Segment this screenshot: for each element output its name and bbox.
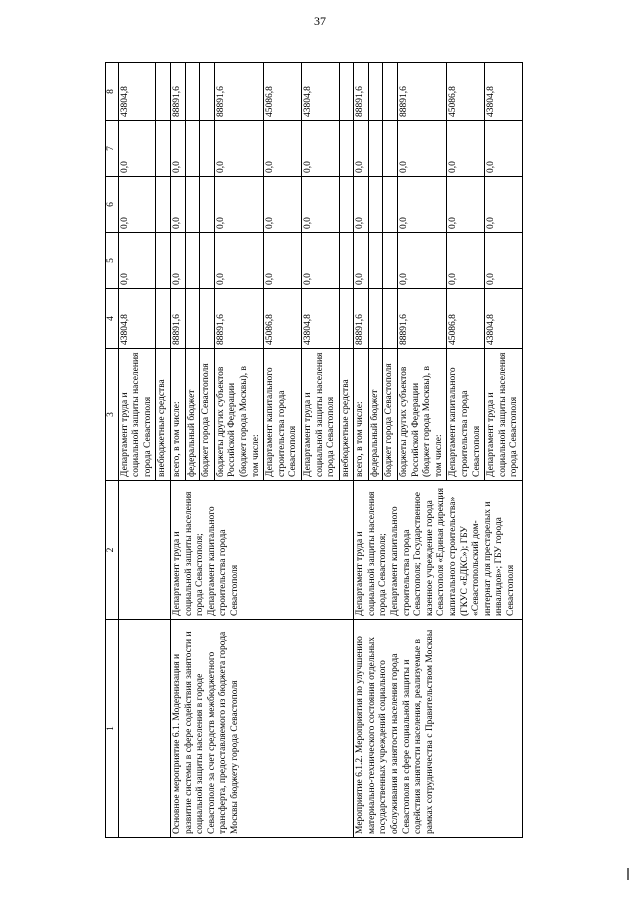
- value-cell: [185, 177, 200, 233]
- value-cell: 43804,8: [118, 289, 156, 349]
- source-cell: федеральный бюджет: [185, 349, 200, 481]
- value-cell: [368, 63, 383, 121]
- value-cell: [156, 289, 171, 349]
- col-header-7: 7: [106, 121, 119, 177]
- source-cell: внебюджетные средства: [156, 349, 171, 481]
- value-cell: 0,0: [214, 233, 263, 289]
- source-cell: бюджет города Севастополя: [200, 349, 215, 481]
- value-cell: [368, 177, 383, 233]
- value-cell: 0,0: [301, 233, 339, 289]
- source-cell: Департамент труда и социальной защиты населения города Севастополя: [485, 349, 523, 481]
- value-cell: [368, 233, 383, 289]
- value-cell: 0,0: [485, 177, 523, 233]
- col-header-8: 8: [106, 63, 119, 121]
- value-cell: [339, 233, 354, 289]
- value-cell: 0,0: [264, 177, 302, 233]
- col-header-3: 3: [106, 349, 119, 481]
- col-header-1: 1: [106, 620, 119, 838]
- source-cell: Департамент капитального строительства города Севастополя: [264, 349, 302, 481]
- value-cell: 0,0: [170, 233, 185, 289]
- value-cell: 0,0: [118, 121, 156, 177]
- value-cell: [200, 233, 215, 289]
- value-cell: [339, 63, 354, 121]
- value-cell: [156, 63, 171, 121]
- activity-6-1-2-cell: Мероприятие 6.1.2. Мероприятия по улучшению материально-технического состояния отдельных государственных учреждений социального обслуживания и занятости населения города Севастополя в сфере социальной защиты и содействия занятости населения, реализуемые в рамках сотрудничества с Правительством Москвы: [354, 620, 523, 838]
- source-cell: бюджет города Севастополя: [383, 349, 398, 481]
- value-cell: [383, 289, 398, 349]
- source-cell: Департамент труда и социальной защиты населения города Севастополя: [301, 349, 339, 481]
- source-cell: Департамент капитального строительства города Севастополя: [447, 349, 485, 481]
- value-cell: 45086,8: [447, 289, 485, 349]
- table-row: [354, 63, 369, 838]
- value-cell: 0,0: [118, 177, 156, 233]
- source-cell: бюджеты других субъектов Российской Федерации (бюджет города Москвы), в том числе:: [214, 349, 263, 481]
- value-cell: [368, 121, 383, 177]
- value-cell: 0,0: [485, 121, 523, 177]
- col-header-2: 2: [106, 481, 119, 620]
- value-cell: [185, 289, 200, 349]
- value-cell: 0,0: [447, 121, 485, 177]
- rotated-table-wrapper: [105, 63, 600, 838]
- value-cell: [339, 289, 354, 349]
- value-cell: 0,0: [170, 177, 185, 233]
- scan-edge-mark: [627, 868, 629, 880]
- value-cell: [185, 63, 200, 121]
- continuation-cell-2: [118, 481, 170, 620]
- value-cell: 88891,6: [398, 63, 447, 121]
- source-cell: Департамент труда и социальной защиты населения города Севастополя: [118, 349, 156, 481]
- value-cell: 88891,6: [170, 289, 185, 349]
- value-cell: [383, 177, 398, 233]
- value-cell: [200, 63, 215, 121]
- value-cell: 88891,6: [354, 63, 369, 121]
- value-cell: [156, 177, 171, 233]
- value-cell: 43804,8: [301, 63, 339, 121]
- value-cell: 0,0: [214, 121, 263, 177]
- value-cell: 0,0: [170, 121, 185, 177]
- value-cell: 0,0: [354, 121, 369, 177]
- value-cell: 0,0: [301, 177, 339, 233]
- value-cell: 45086,8: [264, 289, 302, 349]
- source-cell: федеральный бюджет: [368, 349, 383, 481]
- executor-6-1-cell: Департамент труда и социальной защиты населения города Севастополя; Департамент капитального строительства города Севастополя: [170, 481, 353, 620]
- value-cell: 88891,6: [214, 289, 263, 349]
- program-table: [105, 62, 523, 838]
- executor-6-1-2-cell: Департамент труда и социальной защиты населения города Севастополя; Департамент капитального строительства города Севастополя; Государственное казенное учреждение города Севастополя «Единая дирекция капитального строительства» (ГКУС «ЕДКС»); ГБУ «Севастопольский дом-интернат для престарелых и инвалидов»; ГБУ города Севастополя: [354, 481, 523, 620]
- value-cell: 0,0: [118, 233, 156, 289]
- value-cell: [185, 121, 200, 177]
- value-cell: 0,0: [264, 233, 302, 289]
- header-row: [106, 63, 119, 838]
- col-header-4: 4: [106, 289, 119, 349]
- value-cell: [156, 121, 171, 177]
- value-cell: [200, 289, 215, 349]
- value-cell: 0,0: [447, 233, 485, 289]
- value-cell: 88891,6: [214, 63, 263, 121]
- value-cell: [156, 233, 171, 289]
- value-cell: 88891,6: [398, 289, 447, 349]
- page-number: 37: [314, 14, 326, 28]
- value-cell: 0,0: [354, 177, 369, 233]
- table-row: [170, 63, 185, 838]
- value-cell: 45086,8: [264, 63, 302, 121]
- value-cell: [383, 233, 398, 289]
- value-cell: [185, 233, 200, 289]
- value-cell: 0,0: [264, 121, 302, 177]
- value-cell: 0,0: [354, 233, 369, 289]
- value-cell: 45086,8: [447, 63, 485, 121]
- value-cell: 88891,6: [354, 289, 369, 349]
- activity-6-1-cell: Основное мероприятие 6.1. Модернизация и развитие системы в сфере содействия занятости и социальной защиты населения в городе Севастополе за счет средств межбюджетного трансферта, предоставляемого из бюджета города Москвы бюджету города Севастополя: [170, 620, 353, 838]
- col-header-5: 5: [106, 233, 119, 289]
- value-cell: 0,0: [398, 177, 447, 233]
- value-cell: 43804,8: [301, 289, 339, 349]
- source-cell: всего, в том числе:: [354, 349, 369, 481]
- source-cell: внебюджетные средства: [339, 349, 354, 481]
- value-cell: 0,0: [214, 177, 263, 233]
- value-cell: 88891,6: [170, 63, 185, 121]
- continuation-cell-1: [118, 620, 170, 838]
- value-cell: [200, 121, 215, 177]
- source-cell: всего, в том числе:: [170, 349, 185, 481]
- value-cell: [339, 177, 354, 233]
- value-cell: [383, 121, 398, 177]
- value-cell: [368, 289, 383, 349]
- value-cell: 0,0: [398, 233, 447, 289]
- value-cell: 43804,8: [485, 289, 523, 349]
- value-cell: [383, 63, 398, 121]
- value-cell: 0,0: [301, 121, 339, 177]
- value-cell: [200, 177, 215, 233]
- value-cell: 0,0: [485, 233, 523, 289]
- value-cell: 43804,8: [118, 63, 156, 121]
- value-cell: [339, 121, 354, 177]
- col-header-6: 6: [106, 177, 119, 233]
- source-cell: бюджеты других субъектов Российской Федерации (бюджет города Москвы), в том числе:: [398, 349, 447, 481]
- table-row: [118, 63, 156, 838]
- value-cell: 0,0: [398, 121, 447, 177]
- value-cell: 43804,8: [485, 63, 523, 121]
- value-cell: 0,0: [447, 177, 485, 233]
